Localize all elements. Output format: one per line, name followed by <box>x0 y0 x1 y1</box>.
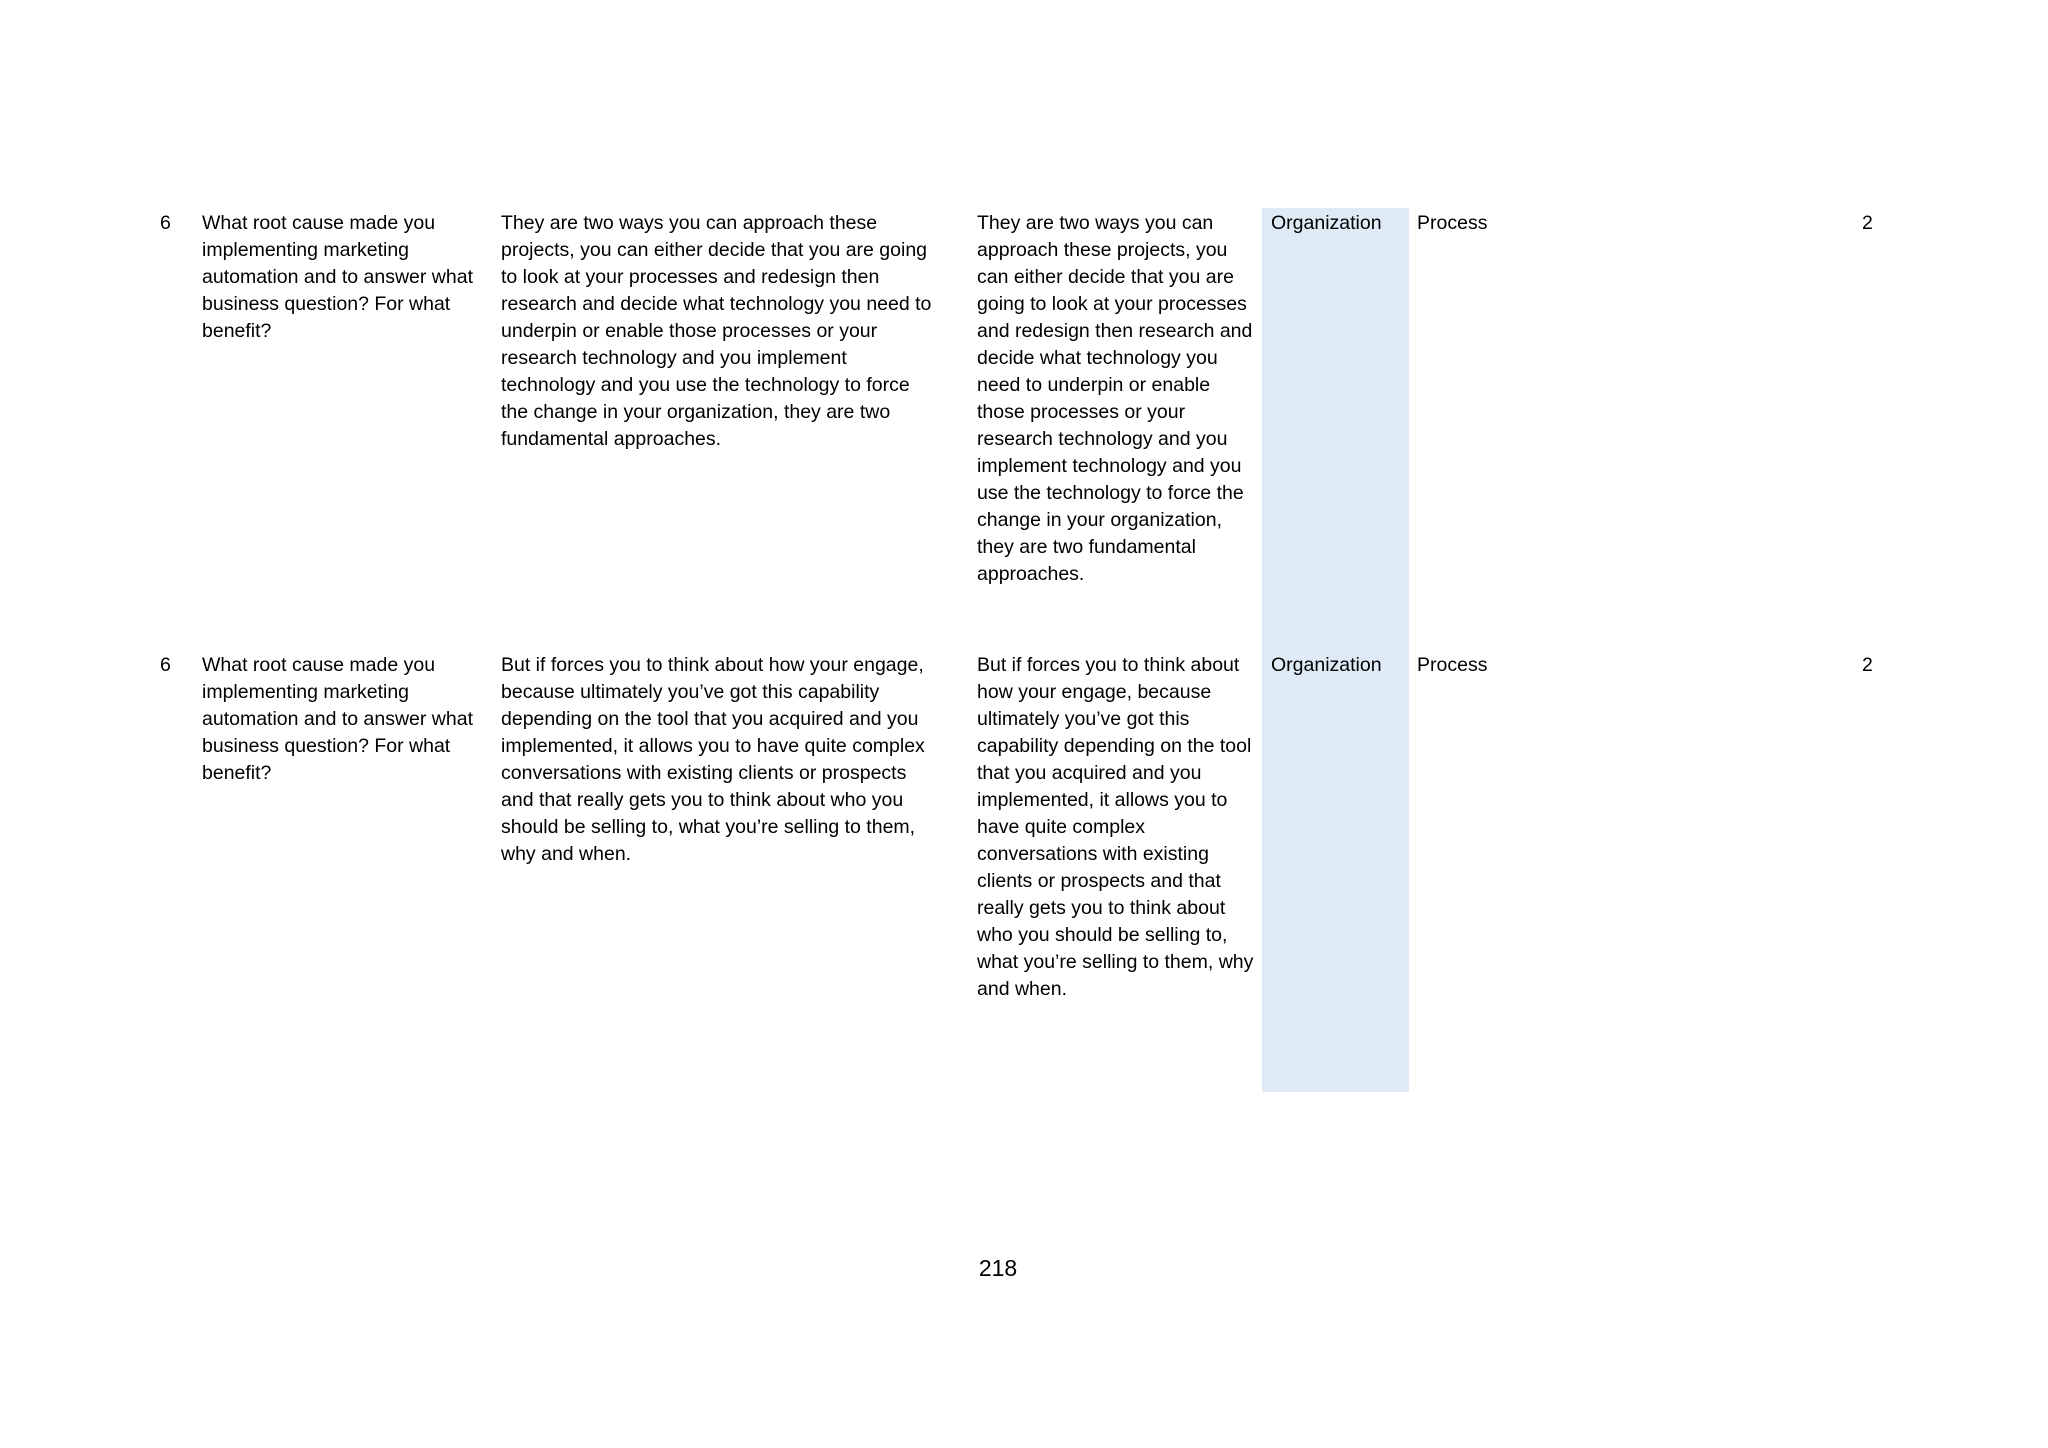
answer-excerpt: But if forces you to think about how your engage, because ultimately you’ve got this capability depending on the tool that you acquired and you implemented, it allows you to have quite complex conversations with existing clients or prospects and that really gets you to think about who you should be selling to, what you’re selling to them, why and when. <box>977 654 1254 1000</box>
question-text: What root cause made you implementing marketing automation and to answer what business question? For what benefit? <box>202 212 474 342</box>
answer-excerpt: They are two ways you can approach these projects, you can either decide that you are going to look at your processes and redesign then research and decide what technology you need to underpin or enable those processes or your research technology and you implement technology and you use the technology to force the change in your organization, they are two fundamental approaches. <box>977 212 1253 585</box>
page-number: 218 <box>978 1255 1018 1281</box>
question-number: 6 <box>160 654 171 676</box>
category-label: Organization <box>1271 654 1382 676</box>
answer-text: But if forces you to think about how your engage, because ultimately you’ve got this capability depending on the tool that you acquired and you implemented, it allows you to have quite complex conversations with existing clients or prospects and that really gets you to think about who you should be selling to, what you’re selling to them, why and when. <box>501 654 925 865</box>
answer-text: They are two ways you can approach these projects, you can either decide that you are going to look at your processes and redesign then research and decide what technology you need to underpin or enable those processes or your research technology and you implement technology and you use the technology to force the change in your organization, they are two fundamental approaches. <box>501 212 932 450</box>
subcategory-label: Process <box>1417 212 1488 234</box>
score-value: 2 <box>1862 212 1873 234</box>
subcategory-label: Process <box>1417 654 1488 676</box>
category-label: Organization <box>1271 212 1382 234</box>
score-value: 2 <box>1862 654 1873 676</box>
category-column-shading <box>1262 208 1409 1092</box>
question-text: What root cause made you implementing marketing automation and to answer what business question? For what benefit? <box>202 654 474 784</box>
question-number: 6 <box>160 212 171 234</box>
